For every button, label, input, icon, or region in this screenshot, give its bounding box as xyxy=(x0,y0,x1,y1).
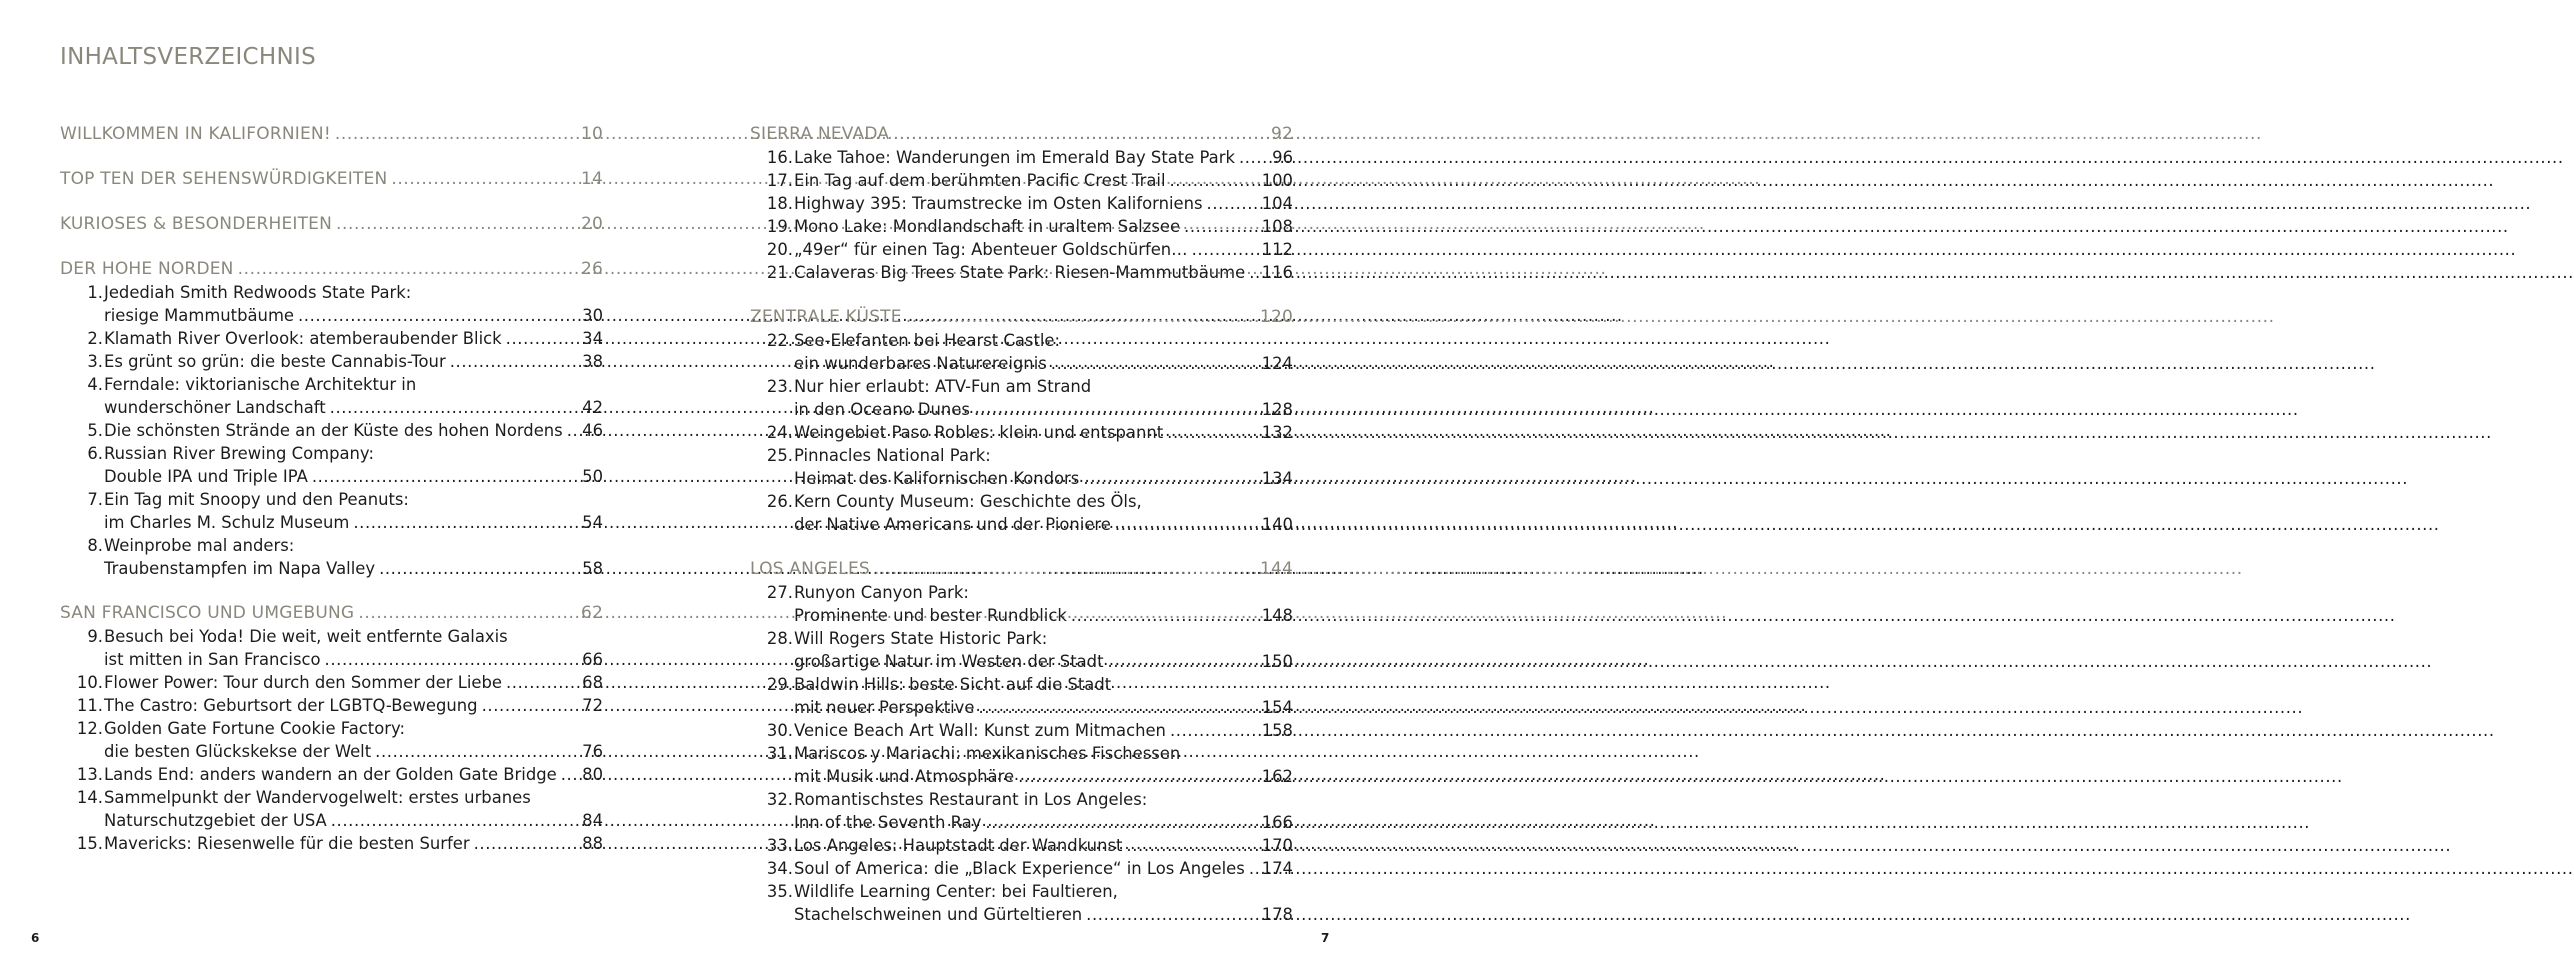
entry-number: 13. xyxy=(76,765,103,784)
toc-entry[interactable] xyxy=(60,488,603,534)
entry-title: Venice Beach Art Wall: Kunst zum Mitmachen xyxy=(794,721,1166,740)
entry-page-number: 154 xyxy=(1261,698,1293,717)
section-page-number: 14 xyxy=(580,169,603,189)
section-heading: ZENTRALE KÜSTE xyxy=(750,307,902,327)
dot-leader xyxy=(974,398,1260,421)
entry-number: 14. xyxy=(76,788,103,807)
section-heading: TOP TEN DER SEHENSWÜRDIGKEITEN xyxy=(60,169,388,189)
entry-title: Baldwin Hills: beste Sicht auf die Stadt xyxy=(794,675,1112,694)
entry-line xyxy=(750,192,1293,215)
toc-section xyxy=(750,306,1293,536)
dot-leader xyxy=(893,123,1269,146)
entry-page-number: 100 xyxy=(1261,171,1293,190)
entry-line xyxy=(750,444,1293,467)
entry-line xyxy=(60,419,603,442)
entry-line xyxy=(60,442,603,465)
entry-title: wunderschöner Landschaft xyxy=(104,398,326,417)
entry-title: Mavericks: Riesenwelle für die besten Surfer xyxy=(104,834,470,853)
toc-entry[interactable] xyxy=(60,671,603,694)
entry-page-number: 124 xyxy=(1261,354,1293,373)
entry-line xyxy=(60,350,603,373)
toc-section xyxy=(60,123,603,146)
dot-leader xyxy=(1207,192,1260,215)
toc-entry[interactable] xyxy=(750,627,1293,673)
entry-line xyxy=(750,742,1293,765)
toc-entry[interactable] xyxy=(750,857,1293,880)
entry-line xyxy=(750,490,1293,513)
entry-title: mit Musik und Atmosphäre xyxy=(794,767,1015,786)
toc-entry[interactable] xyxy=(750,169,1293,192)
entry-line xyxy=(60,694,603,717)
toc-section xyxy=(60,602,603,855)
entry-line xyxy=(60,671,603,694)
dot-leader xyxy=(506,327,580,350)
entry-title: Double IPA und Triple IPA xyxy=(104,467,308,486)
entry-number: 25. xyxy=(766,446,793,465)
dot-leader xyxy=(1108,650,1260,673)
entry-page-number: 30 xyxy=(582,306,603,325)
entry-number: 30. xyxy=(766,721,793,740)
section-page-number: 144 xyxy=(1259,559,1293,579)
entry-title: Weingebiet Paso Robles: klein und entspannt xyxy=(794,423,1164,442)
section-heading-row[interactable] xyxy=(750,558,1293,581)
entry-page-number: 68 xyxy=(582,673,603,692)
entry-title: Flower Power: Tour durch den Sommer der Liebe xyxy=(104,673,502,692)
entry-line xyxy=(60,396,603,419)
entry-number: 34. xyxy=(766,859,793,878)
entry-line xyxy=(750,238,1293,261)
entry-number: 31. xyxy=(766,744,793,763)
entry-line xyxy=(750,811,1293,834)
entry-title: Golden Gate Fortune Cookie Factory: xyxy=(104,719,405,738)
section-heading: KURIOSES & BESONDERHEITEN xyxy=(60,214,333,234)
entry-number: 12. xyxy=(76,719,103,738)
entry-number: 16. xyxy=(766,148,793,167)
toc-entry[interactable] xyxy=(60,717,603,763)
entry-page-number: 134 xyxy=(1261,469,1293,488)
entry-page-number: 50 xyxy=(582,467,603,486)
entry-line xyxy=(750,329,1293,352)
entry-number: 28. xyxy=(766,629,793,648)
entry-page-number: 76 xyxy=(582,742,603,761)
dot-leader xyxy=(1086,903,1260,926)
toc-entry[interactable] xyxy=(750,421,1293,444)
entry-title: Soul of America: die „Black Experience“ in Los Angeles xyxy=(794,859,1245,878)
page-number-right: 7 xyxy=(1321,931,1330,945)
page-title: INHALTSVERZEICHNIS xyxy=(60,44,316,70)
section-heading: SIERRA NEVADA xyxy=(750,124,890,144)
entry-line xyxy=(60,648,603,671)
entry-page-number: 34 xyxy=(582,329,603,348)
dot-leader xyxy=(1249,857,1260,880)
entry-number: 11. xyxy=(76,696,103,715)
dot-leader xyxy=(506,671,580,694)
entry-title: See-Elefanten bei Hearst Castle: xyxy=(794,331,1061,350)
toc-entry[interactable] xyxy=(750,834,1293,857)
toc-entry[interactable] xyxy=(750,146,1293,169)
toc-entry[interactable] xyxy=(60,373,603,419)
entry-line xyxy=(750,421,1293,444)
entry-title: mit neuer Perspektive xyxy=(794,698,975,717)
entry-line xyxy=(750,581,1293,604)
dot-leader xyxy=(561,763,580,786)
entry-line xyxy=(750,261,1293,284)
dot-leader xyxy=(1126,834,1259,857)
entry-page-number: 42 xyxy=(582,398,603,417)
entry-number: 15. xyxy=(76,834,103,853)
section-heading-row[interactable] xyxy=(60,213,603,236)
dot-leader xyxy=(330,396,580,419)
toc-entry[interactable] xyxy=(750,192,1293,215)
entry-line xyxy=(750,375,1293,398)
entry-number: 4. xyxy=(87,375,103,394)
toc-entry[interactable] xyxy=(750,261,1293,284)
section-heading-row[interactable] xyxy=(60,258,603,281)
entry-page-number: 104 xyxy=(1261,194,1293,213)
dot-leader xyxy=(1083,467,1259,490)
entry-number: 35. xyxy=(766,882,793,901)
entry-line xyxy=(60,534,603,557)
toc-entry[interactable] xyxy=(60,694,603,717)
entry-line xyxy=(750,857,1293,880)
dot-leader xyxy=(1249,261,1259,284)
dot-leader xyxy=(1018,765,1260,788)
toc-entry[interactable] xyxy=(60,327,603,350)
dot-leader xyxy=(1051,352,1260,375)
dot-leader xyxy=(391,168,579,191)
entry-page-number: 158 xyxy=(1261,721,1293,740)
entry-page-number: 46 xyxy=(582,421,603,440)
entry-title: Will Rogers State Historic Park: xyxy=(794,629,1048,648)
entry-title: Highway 395: Traumstrecke im Osten Kaliforniens xyxy=(794,194,1203,213)
entry-title: Naturschutzgebiet der USA xyxy=(104,811,327,830)
entry-page-number: 166 xyxy=(1261,813,1293,832)
toc-entry[interactable] xyxy=(60,763,603,786)
entry-number: 17. xyxy=(766,171,793,190)
toc-entry[interactable] xyxy=(750,375,1293,421)
entry-page-number: 128 xyxy=(1261,400,1293,419)
dot-leader xyxy=(1115,513,1260,536)
entry-title: „49er“ für einen Tag: Abenteuer Goldschürfen… xyxy=(794,240,1188,259)
entry-line xyxy=(60,327,603,350)
toc-entry[interactable] xyxy=(60,281,603,327)
entry-title: Pinnacles National Park: xyxy=(794,446,991,465)
dot-leader xyxy=(482,694,581,717)
toc-entry[interactable] xyxy=(60,442,603,488)
entry-title: Inn of the Seventh Ray xyxy=(794,813,982,832)
section-page-number: 20 xyxy=(580,214,603,234)
entry-title: Ein Tag auf dem berühmten Pacific Crest Trail xyxy=(794,171,1166,190)
toc-section xyxy=(60,258,603,580)
entry-title: im Charles M. Schulz Museum xyxy=(104,513,350,532)
entry-page-number: 116 xyxy=(1261,263,1293,282)
section-page-number: 26 xyxy=(580,259,603,279)
entry-title: großartige Natur im Westen der Stadt xyxy=(794,652,1104,671)
dot-leader xyxy=(1071,604,1260,627)
section-heading-row[interactable] xyxy=(750,306,1293,329)
dot-leader xyxy=(335,123,579,146)
entry-line xyxy=(750,215,1293,238)
entry-line xyxy=(60,763,603,786)
toc-entry[interactable] xyxy=(750,880,1293,926)
section-page-number: 92 xyxy=(1270,124,1293,144)
entry-title: in den Oceano Dunes xyxy=(794,400,970,419)
dot-leader xyxy=(906,306,1258,329)
entry-line xyxy=(60,786,603,809)
entry-number: 18. xyxy=(766,194,793,213)
dot-leader xyxy=(336,213,579,236)
entry-line xyxy=(750,903,1293,926)
entry-title: Stachelschweinen und Gürteltieren xyxy=(794,905,1083,924)
entry-number: 8. xyxy=(87,536,103,555)
entry-line xyxy=(750,765,1293,788)
entry-page-number: 108 xyxy=(1261,217,1293,236)
entry-page-number: 72 xyxy=(582,696,603,715)
toc-entry[interactable] xyxy=(60,419,603,442)
entry-title: die besten Glückskekse der Welt xyxy=(104,742,372,761)
entry-title: Los Angeles: Hauptstadt der Wandkunst xyxy=(794,836,1123,855)
entry-number: 9. xyxy=(87,627,103,646)
toc-entry[interactable] xyxy=(60,625,603,671)
entry-number: 19. xyxy=(766,217,793,236)
entry-title: Mono Lake: Mondlandschaft in uraltem Salzsee xyxy=(794,217,1181,236)
entry-page-number: 80 xyxy=(582,765,603,784)
toc-entry[interactable] xyxy=(60,832,603,855)
entry-title: Wildlife Learning Center: bei Faultieren, xyxy=(794,882,1118,901)
entry-line xyxy=(60,809,603,832)
entry-line xyxy=(60,281,603,304)
dot-leader xyxy=(978,696,1259,719)
toc-entry[interactable] xyxy=(750,742,1293,788)
entry-line xyxy=(60,717,603,740)
dot-leader xyxy=(567,419,580,442)
entry-title: Die schönsten Strände an der Küste des hohen Nordens xyxy=(104,421,563,440)
dot-leader xyxy=(298,304,580,327)
toc-section xyxy=(60,213,603,236)
entry-title: Prominente und bester Rundblick xyxy=(794,606,1067,625)
entry-title: Sammelpunkt der Wandervogelwelt: erstes urbanes xyxy=(104,788,531,807)
toc-entry[interactable] xyxy=(750,719,1293,742)
section-heading: WILLKOMMEN IN KALIFORNIEN! xyxy=(60,124,331,144)
dot-leader xyxy=(379,557,580,580)
toc-section xyxy=(750,123,1293,284)
section-heading-row[interactable] xyxy=(750,123,1293,146)
section-heading-row[interactable] xyxy=(60,602,603,625)
entry-line xyxy=(60,373,603,396)
entry-title: Jedediah Smith Redwoods State Park: xyxy=(104,283,412,302)
entry-page-number: 66 xyxy=(582,650,603,669)
toc-entry[interactable] xyxy=(750,444,1293,490)
dot-leader xyxy=(1170,169,1260,192)
entry-line xyxy=(750,788,1293,811)
dot-leader xyxy=(1192,238,1260,261)
entry-line xyxy=(60,832,603,855)
entry-line xyxy=(750,352,1293,375)
entry-title: Heimat des Kalifornischen Kondors xyxy=(794,469,1080,488)
entry-line xyxy=(750,719,1293,742)
dot-leader xyxy=(375,740,580,763)
entry-title: ist mitten in San Francisco xyxy=(104,650,321,669)
entry-page-number: 132 xyxy=(1261,423,1293,442)
entry-page-number: 38 xyxy=(582,352,603,371)
entry-number: 5. xyxy=(87,421,103,440)
entry-line xyxy=(750,398,1293,421)
entry-title: der Native Americans und der Pioniere xyxy=(794,515,1111,534)
dot-leader xyxy=(985,811,1259,834)
entry-title: Mariscos y Mariachi: mexikanisches Fischessen xyxy=(794,744,1181,763)
section-page-number: 62 xyxy=(580,603,603,623)
entry-title: Russian River Brewing Company: xyxy=(104,444,374,463)
entry-title: Calaveras Big Trees State Park: Riesen-Mammutbäume xyxy=(794,263,1246,282)
toc-entry[interactable] xyxy=(750,329,1293,375)
entry-title: ein wunderbares Naturereignis xyxy=(794,354,1047,373)
entry-title: Kern County Museum: Geschichte des Öls, xyxy=(794,492,1142,511)
entry-number: 7. xyxy=(87,490,103,509)
section-page-number: 10 xyxy=(580,124,603,144)
entry-line xyxy=(750,146,1293,169)
entry-line xyxy=(750,696,1293,719)
entry-page-number: 148 xyxy=(1261,606,1293,625)
entry-title: Lands End: anders wandern an der Golden Gate Bridge xyxy=(104,765,557,784)
entry-line xyxy=(750,834,1293,857)
toc-entry[interactable] xyxy=(750,215,1293,238)
dot-leader xyxy=(1170,719,1260,742)
entry-page-number: 178 xyxy=(1261,905,1293,924)
entry-line xyxy=(60,511,603,534)
dot-leader xyxy=(325,648,581,671)
section-heading: DER HOHE NORDEN xyxy=(60,259,234,279)
entry-number: 27. xyxy=(766,583,793,602)
entry-page-number: 162 xyxy=(1261,767,1293,786)
toc-entry[interactable] xyxy=(750,238,1293,261)
entry-number: 6. xyxy=(87,444,103,463)
entry-number: 1. xyxy=(87,283,103,302)
entry-page-number: 140 xyxy=(1261,515,1293,534)
toc-entry[interactable] xyxy=(60,534,603,580)
entry-page-number: 112 xyxy=(1261,240,1293,259)
entry-title: The Castro: Geburtsort der LGBTQ-Bewegung xyxy=(104,696,478,715)
entry-number: 22. xyxy=(766,331,793,350)
toc-entry[interactable] xyxy=(750,581,1293,627)
dot-leader xyxy=(450,350,580,373)
toc-entry[interactable] xyxy=(60,350,603,373)
entry-line xyxy=(60,557,603,580)
section-page-number: 120 xyxy=(1259,307,1293,327)
entry-number: 10. xyxy=(76,673,103,692)
entry-page-number: 150 xyxy=(1261,652,1293,671)
toc-entry[interactable] xyxy=(750,673,1293,719)
entry-number: 20. xyxy=(766,240,793,259)
entry-title: Weinprobe mal anders: xyxy=(104,536,295,555)
entry-title: Ferndale: viktorianische Architektur in xyxy=(104,375,417,394)
entry-number: 26. xyxy=(766,492,793,511)
entry-title: Klamath River Overlook: atemberaubender Blick xyxy=(104,329,502,348)
dot-leader xyxy=(353,511,580,534)
dot-leader xyxy=(358,602,579,625)
page-number-left: 6 xyxy=(31,931,40,945)
dot-leader xyxy=(312,465,580,488)
dot-leader xyxy=(331,809,580,832)
entry-title: Es grünt so grün: die beste Cannabis-Tour xyxy=(104,352,446,371)
dot-leader xyxy=(1184,215,1260,238)
dot-leader xyxy=(1239,146,1270,169)
entry-line xyxy=(60,740,603,763)
entry-line xyxy=(60,304,603,327)
entry-title: riesige Mammutbäume xyxy=(104,306,294,325)
entry-line xyxy=(750,627,1293,650)
entry-title: Runyon Canyon Park: xyxy=(794,583,969,602)
entry-line xyxy=(750,169,1293,192)
entry-line xyxy=(750,650,1293,673)
entry-line xyxy=(60,625,603,648)
entry-number: 2. xyxy=(87,329,103,348)
entry-page-number: 170 xyxy=(1261,836,1293,855)
toc-column-left xyxy=(60,123,603,877)
toc-entry[interactable] xyxy=(750,490,1293,536)
toc-column-right xyxy=(750,123,1293,948)
entry-line xyxy=(60,488,603,511)
dot-leader xyxy=(474,832,581,855)
toc-section xyxy=(750,558,1293,926)
section-heading-row[interactable] xyxy=(60,123,603,146)
entry-number: 23. xyxy=(766,377,793,396)
entry-number: 24. xyxy=(766,423,793,442)
entry-page-number: 174 xyxy=(1261,859,1293,878)
entry-line xyxy=(60,465,603,488)
entry-title: Lake Tahoe: Wanderungen im Emerald Bay State Park xyxy=(794,148,1235,167)
dot-leader xyxy=(238,258,579,281)
entry-page-number: 88 xyxy=(582,834,603,853)
entry-number: 29. xyxy=(766,675,793,694)
entry-number: 32. xyxy=(766,790,793,809)
entry-number: 3. xyxy=(87,352,103,371)
entry-line xyxy=(750,604,1293,627)
dot-leader xyxy=(1167,421,1260,444)
section-heading: LOS ANGELES xyxy=(750,559,870,579)
dot-leader xyxy=(874,558,1258,581)
entry-line xyxy=(750,880,1293,903)
entry-title: Ein Tag mit Snoopy und den Peanuts: xyxy=(104,490,409,509)
entry-line xyxy=(750,513,1293,536)
entry-title: Romantischstes Restaurant in Los Angeles: xyxy=(794,790,1148,809)
entry-page-number: 96 xyxy=(1272,148,1293,167)
toc-section xyxy=(60,168,603,191)
entry-title: Nur hier erlaubt: ATV-Fun am Strand xyxy=(794,377,1092,396)
entry-number: 21. xyxy=(766,263,793,282)
entry-line xyxy=(750,673,1293,696)
section-heading: SAN FRANCISCO UND UMGEBUNG xyxy=(60,603,355,623)
toc-entry[interactable] xyxy=(750,788,1293,834)
entry-line xyxy=(750,467,1293,490)
entry-title: Besuch bei Yoda! Die weit, weit entfernte Galaxis xyxy=(104,627,508,646)
entry-page-number: 84 xyxy=(582,811,603,830)
toc-entry[interactable] xyxy=(60,786,603,832)
section-heading-row[interactable] xyxy=(60,168,603,191)
entry-title: Traubenstampfen im Napa Valley xyxy=(104,559,376,578)
entry-page-number: 58 xyxy=(582,559,603,578)
entry-page-number: 54 xyxy=(582,513,603,532)
entry-number: 33. xyxy=(766,836,793,855)
